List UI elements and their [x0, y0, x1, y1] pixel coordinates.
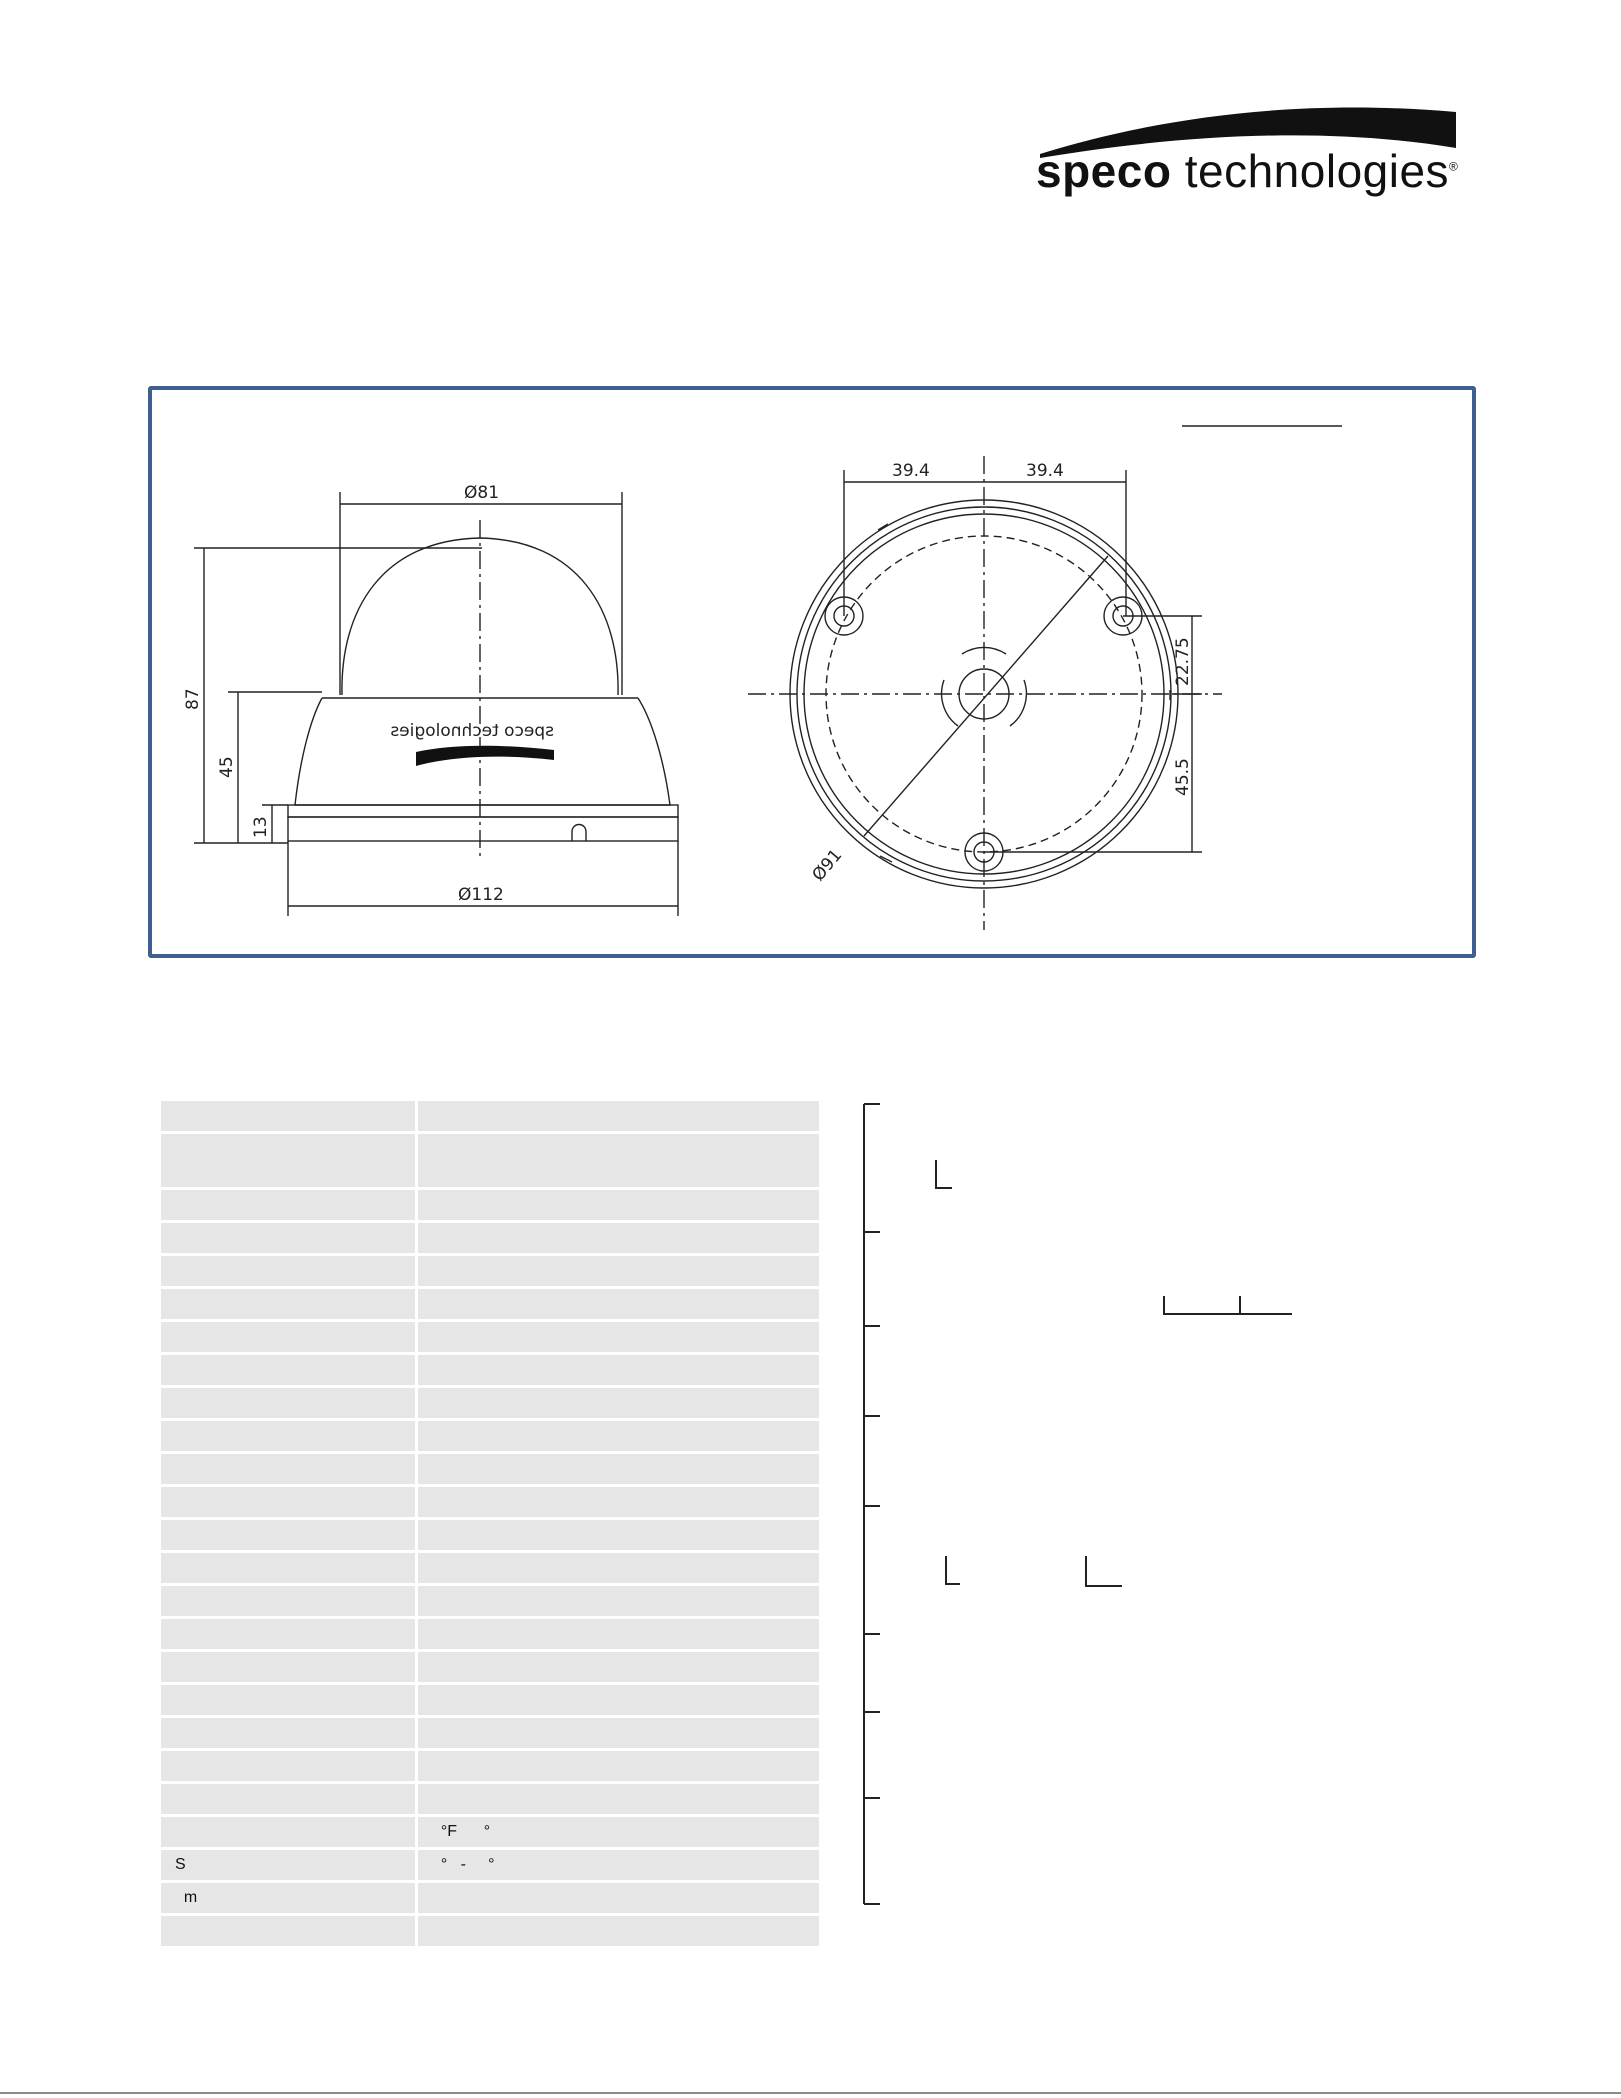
- spec-value: [418, 1652, 819, 1682]
- spec-value: [418, 1619, 819, 1649]
- spec-row: [161, 1718, 819, 1748]
- spec-label: [161, 1134, 418, 1187]
- spec-table: [161, 1098, 819, 1949]
- dome-logo-text: speco technologies: [390, 721, 554, 741]
- spec-value: [418, 1421, 819, 1451]
- spec-row: [161, 1355, 819, 1385]
- spec-row: [161, 1883, 819, 1913]
- spec-label: [161, 1355, 418, 1385]
- spec-label: [161, 1322, 418, 1352]
- spec-value: [418, 1553, 819, 1583]
- speco-logo-text: speco technologies®: [1036, 145, 1459, 197]
- dim-total-height: 87: [183, 688, 203, 710]
- spec-value: [418, 1685, 819, 1715]
- spec-value: [418, 1520, 819, 1550]
- spec-label: [161, 1388, 418, 1418]
- spec-row: [161, 1520, 819, 1550]
- spec-row: [161, 1586, 819, 1616]
- spec-row: [161, 1553, 819, 1583]
- dome-logo-swoosh: [416, 746, 554, 766]
- spec-value: [418, 1101, 819, 1131]
- bracket-lines: [856, 1100, 1556, 1920]
- spec-row: [161, 1223, 819, 1253]
- spec-value: °F °: [418, 1817, 819, 1847]
- spec-label: [161, 1685, 418, 1715]
- spec-value: [418, 1718, 819, 1748]
- dim-body-height: 45: [217, 756, 237, 778]
- spec-value: [418, 1883, 819, 1913]
- dim-right-offset: 39.4: [1026, 461, 1064, 481]
- dimension-drawing-panel: [148, 386, 1476, 958]
- spec-label: [161, 1553, 418, 1583]
- spec-label: [161, 1487, 418, 1517]
- dim-upper-offset: 22.75: [1173, 637, 1193, 686]
- spec-value: [418, 1487, 819, 1517]
- spec-label: [161, 1718, 418, 1748]
- spec-label: [161, 1256, 418, 1286]
- spec-row: [161, 1190, 819, 1220]
- spec-value: [418, 1134, 819, 1187]
- spec-value: [418, 1190, 819, 1220]
- spec-row: [161, 1421, 819, 1451]
- spec-value: [418, 1355, 819, 1385]
- spec-value: [418, 1586, 819, 1616]
- spec-label: [161, 1586, 418, 1616]
- footer-rule: [0, 2092, 1621, 2094]
- spec-row: [161, 1289, 819, 1319]
- spec-row: [161, 1817, 819, 1847]
- spec-row: [161, 1916, 819, 1946]
- spec-row: [161, 1322, 819, 1352]
- spec-label: m: [161, 1883, 418, 1913]
- dim-ring-height: 13: [251, 816, 271, 838]
- spec-row: [161, 1388, 819, 1418]
- spec-label: [161, 1190, 418, 1220]
- spec-label: [161, 1652, 418, 1682]
- spec-row: [161, 1454, 819, 1484]
- spec-label: [161, 1751, 418, 1781]
- dim-bolt-circle: Ø91: [808, 845, 847, 886]
- dimension-drawing: [152, 390, 1472, 954]
- spec-label: S: [161, 1850, 418, 1880]
- spec-row: [161, 1685, 819, 1715]
- side-view: [194, 492, 678, 916]
- spec-row: [161, 1134, 819, 1187]
- spec-label: [161, 1916, 418, 1946]
- spec-value: [418, 1223, 819, 1253]
- spec-label: [161, 1784, 418, 1814]
- spec-row: [161, 1256, 819, 1286]
- spec-label: [161, 1289, 418, 1319]
- spec-label: [161, 1223, 418, 1253]
- spec-row: [161, 1652, 819, 1682]
- spec-value: [418, 1916, 819, 1946]
- spec-value: [418, 1289, 819, 1319]
- spec-value: ° - °: [418, 1850, 819, 1880]
- spec-value: [418, 1256, 819, 1286]
- spec-value: [418, 1322, 819, 1352]
- spec-value: [418, 1784, 819, 1814]
- spec-row: [161, 1619, 819, 1649]
- spec-label: [161, 1817, 418, 1847]
- dim-left-offset: 39.4: [892, 461, 930, 481]
- spec-label: [161, 1520, 418, 1550]
- spec-value: [418, 1454, 819, 1484]
- dim-base-diameter: Ø112: [458, 885, 504, 905]
- feature-bracket: [856, 1100, 1556, 1920]
- spec-label: [161, 1454, 418, 1484]
- spec-row: [161, 1850, 819, 1880]
- dim-dome-diameter: Ø81: [464, 483, 500, 503]
- spec-row: [161, 1487, 819, 1517]
- spec-label: [161, 1619, 418, 1649]
- spec-row: [161, 1101, 819, 1131]
- spec-value: [418, 1388, 819, 1418]
- spec-value: [418, 1751, 819, 1781]
- spec-label: [161, 1421, 418, 1451]
- spec-row: [161, 1784, 819, 1814]
- dim-lower-offset: 45.5: [1173, 758, 1193, 796]
- spec-row: [161, 1751, 819, 1781]
- spec-label: [161, 1101, 418, 1131]
